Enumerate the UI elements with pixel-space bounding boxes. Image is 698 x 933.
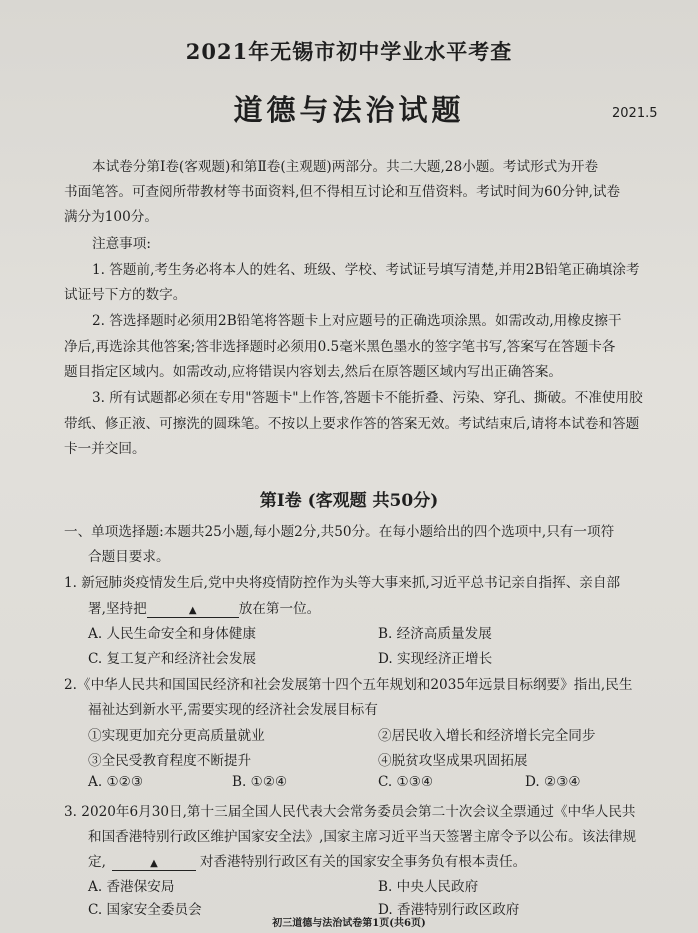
question-3-blank-line	[88, 850, 526, 871]
option-c: C. 复工复产和经济社会发展	[88, 651, 257, 667]
option-b: B. 中央人民政府	[378, 879, 479, 895]
question-3-post-blank: 对香港特别行政区有关的国家安全事务负有根本责任。	[199, 854, 527, 870]
exam-date: 2021.5	[612, 106, 658, 121]
question-3-text: 3. 2020年6月30日,第十三届全国人民代表大会常务委员会第二十次会议全票通过《中华人民共	[64, 804, 636, 820]
page-footer: 初三道德与法治试卷第1页(共6页)	[272, 918, 426, 929]
question-1-text: 1. 新冠肺炎疫情发生后,党中央将疫情防控作为头等大事来抓,习近平总书记亲自指挥、亲自部	[64, 575, 621, 591]
statement-4: ④脱贫攻坚成果巩固拓展	[378, 753, 528, 769]
option-c: C. 国家安全委员会	[88, 902, 202, 918]
option-b: B. 经济高质量发展	[378, 626, 492, 642]
option-a: A. 人民生命安全和身体健康	[88, 626, 256, 642]
note-line: 试证号下方的数字。	[64, 287, 187, 303]
question-1-pre-blank: 署,坚持把	[88, 601, 147, 617]
question-1-post-blank: 放在第一位。	[238, 601, 321, 617]
intro-line: 满分为100分。	[64, 209, 158, 225]
question-2-text: 福祉达到新水平,需要实现的经济社会发展目标有	[88, 702, 378, 718]
intro-line: 本试卷分第Ⅰ卷(客观题)和第Ⅱ卷(主观题)两部分。共二大题,28小题。考试形式为开卷	[92, 159, 599, 175]
note-line: 2. 答选择题时必须用2B铅笔将答题卡上对应题号的正确选项涂黑。如需改动,用橡皮擦干	[92, 313, 622, 329]
blank-triangle: ▲	[150, 858, 158, 869]
statement-2: ②居民收入增长和经济增长完全同步	[378, 728, 596, 744]
question-3-text: 和国香港特别行政区维护国家安全法》,国家主席习近平当天签署主席令予以公布。该法律规	[88, 829, 637, 845]
note-line: 卡一并交回。	[64, 441, 146, 457]
question-1-blank-line	[88, 597, 320, 618]
statement-1: ①实现更加充分更高质量就业	[88, 728, 265, 744]
subject-title: 道德与法治试题	[233, 93, 465, 127]
note-line: 题目指定区域内。如需改动,应将错误内容划去,然后在原答题区域内写出正确答案。	[64, 364, 563, 380]
note-line: 1. 答题前,考生务必将本人的姓名、班级、学校、考试证号填写清楚,并用2B铅笔正确填涂考	[92, 262, 640, 278]
question-2-text: 2.《中华人民共和国国民经济和社会发展第十四个五年规划和2035年远景目标纲要》指出,民生	[64, 677, 633, 693]
section-instruction: 一、单项选择题:本题共25小题,每小题2分,共50分。在每小题给出的四个选项中,只有一项符	[64, 524, 615, 540]
answer-blank	[112, 854, 196, 871]
note-line: 净后,再选涂其他答案;答非选择题时必须用0.5毫米黑色墨水的签字笔书写,答案写在答题卡各	[64, 339, 616, 355]
statement-3: ③全民受教育程度不断提升	[88, 753, 252, 769]
option-a: A. 香港保安局	[88, 879, 175, 895]
option-d: D. ②③④	[525, 774, 581, 790]
section-title: 第Ⅰ卷 (客观题 共50分)	[259, 491, 439, 511]
answer-blank	[147, 601, 239, 618]
exam-title: 2021年无锡市初中学业水平考查	[185, 39, 513, 64]
option-c: C. ①③④	[378, 774, 434, 790]
note-line: 3. 所有试题都必须在专用"答题卡"上作答,答题卡不能折叠、污染、穿孔、撕破。不准使用胶	[92, 390, 643, 406]
option-a: A. ①②③	[88, 774, 144, 790]
option-d: D. 实现经济正增长	[378, 651, 493, 667]
intro-line: 书面笔答。可查阅所带教材等书面资料,但不得相互讨论和互借资料。考试时间为60分钟,试卷	[64, 184, 621, 200]
question-3-pre-blank: 定,	[88, 854, 106, 870]
option-b: B. ①②④	[232, 774, 288, 790]
option-d: D. 香港特别行政区政府	[378, 902, 520, 918]
note-line: 带纸、修正液、可擦洗的圆珠笔。不按以上要求作答的答案无效。考试结束后,请将本试卷和答题	[64, 416, 640, 432]
section-instruction: 合题目要求。	[88, 549, 170, 565]
blank-triangle: ▲	[188, 605, 197, 616]
notes-heading: 注意事项:	[92, 236, 151, 252]
